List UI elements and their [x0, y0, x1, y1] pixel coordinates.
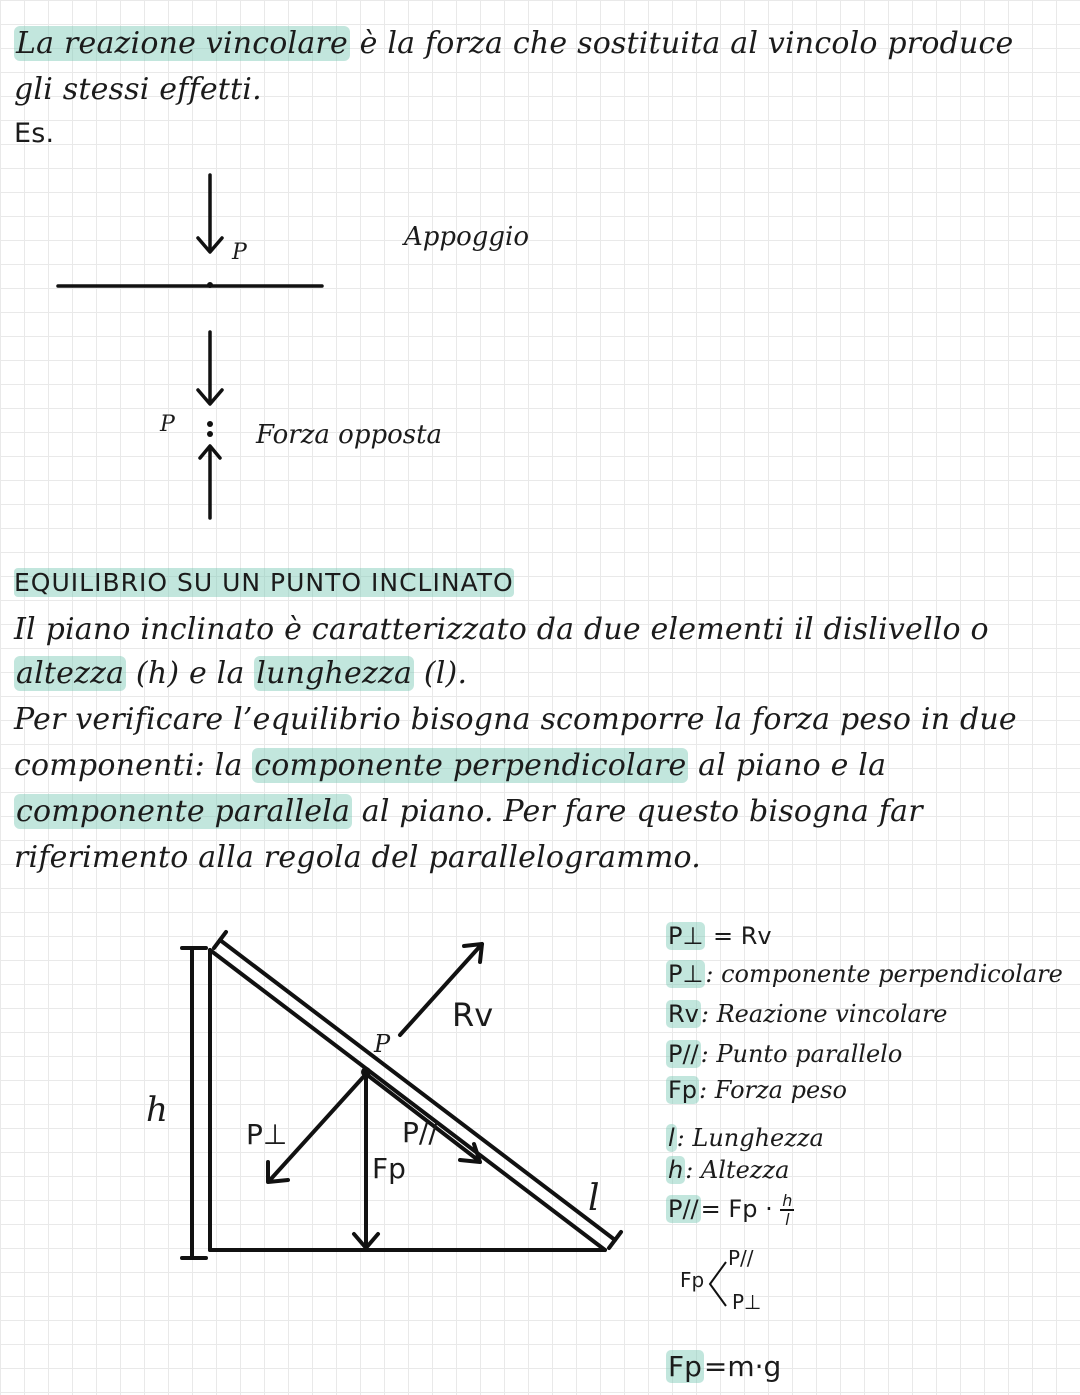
- decomp-fp: Fp: [680, 1268, 705, 1292]
- intro-line-2: gli stessi effetti.: [14, 72, 262, 107]
- legend-row3-symbol: Rv: [668, 1000, 699, 1028]
- legend-row2-symbol: P⊥: [668, 960, 704, 988]
- formula-numerator: h: [782, 1191, 793, 1210]
- formula-fraction: [780, 1192, 794, 1228]
- legend-row7-text: : Altezza: [685, 1156, 790, 1184]
- l-label: l: [588, 1178, 600, 1219]
- legend-row3-text: : Reazione vincolare: [700, 1000, 948, 1028]
- legend-row4-text: : Punto parallelo: [700, 1040, 903, 1068]
- highlight-lunghezza: lunghezza: [256, 656, 413, 691]
- para-line-2-mid: (h) e la: [126, 656, 255, 691]
- example-label: Es.: [14, 118, 55, 149]
- section-heading-text: EQUILIBRIO SU UN PUNTO INCLINATO: [14, 568, 514, 597]
- weight-label-2: P: [160, 412, 175, 437]
- legend-row7-symbol: h: [668, 1156, 684, 1184]
- decomp-par: P//: [728, 1246, 754, 1270]
- legend-final-formula: [666, 1350, 781, 1383]
- legend-row2-text: : componente perpendicolare: [705, 960, 1063, 988]
- rv-label: Rv: [452, 996, 494, 1034]
- para-line-3: Per verificare l’equilibrio bisogna scomporre la forza peso in due: [14, 702, 1017, 737]
- legend-formula: [666, 1192, 794, 1238]
- legend-row-fp: [666, 1076, 847, 1104]
- intro-line-1-rest: è la forza che sostituita al vincolo produce: [349, 26, 1014, 61]
- legend-row-l: [666, 1124, 824, 1152]
- decomp-perp: P⊥: [732, 1290, 762, 1314]
- legend-row4-symbol: P//: [668, 1040, 699, 1068]
- final-formula-symbol: Fp: [668, 1350, 702, 1383]
- legend-row5-symbol: Fp: [668, 1076, 698, 1104]
- highlight-reazione-vincolare: La reazione vincolare: [16, 26, 348, 61]
- legend-eq1-rest: = Rv: [705, 922, 772, 950]
- formula-denominator: l: [785, 1210, 790, 1229]
- highlight-componente-parallela: componente parallela: [16, 794, 351, 829]
- legend-row-p-par: [666, 1040, 902, 1068]
- fp-label: Fp: [372, 1152, 406, 1185]
- formula-rest: = Fp ·: [700, 1195, 781, 1223]
- p-perp-label: P⊥: [246, 1118, 288, 1151]
- legend-row5-text: : Forza peso: [699, 1076, 847, 1104]
- para-line-1: Il piano inclinato è caratterizzato da due elementi il dislivello o: [14, 612, 989, 647]
- legend-row6-symbol: l: [668, 1124, 675, 1152]
- legend-row-h: [666, 1156, 789, 1184]
- opposite-force-label: Forza opposta: [256, 420, 443, 450]
- support-label: Appoggio: [404, 222, 529, 252]
- weight-label: P: [232, 240, 247, 265]
- highlight-componente-perpendicolare: componente perpendicolare: [254, 748, 687, 783]
- legend-eq1-symbol: P⊥: [668, 922, 704, 950]
- legend-row-rv: [666, 1000, 948, 1028]
- triangle-hypotenuse: [210, 950, 605, 1250]
- para-line-5-b: al piano. Per fare questo bisogna far: [352, 794, 923, 829]
- legend-row-p-perp: [666, 960, 1063, 988]
- legend-equation-1: [666, 922, 772, 950]
- para-line-4-b: al piano e la: [688, 748, 887, 783]
- para-line-2-end: (l).: [414, 656, 468, 691]
- decomp-bracket-line: [710, 1262, 726, 1306]
- point-p: [361, 1067, 371, 1077]
- p-par-label: P//: [402, 1116, 438, 1149]
- h-label: h: [146, 1090, 168, 1130]
- formula-symbol: P//: [668, 1195, 699, 1223]
- para-line-6: riferimento alla regola del parallelogrammo.: [14, 840, 701, 875]
- final-formula-rest: =m·g: [703, 1350, 782, 1383]
- legend-row6-text: : Lunghezza: [676, 1124, 824, 1152]
- highlight-altezza: altezza: [16, 656, 125, 691]
- para-line-4-a: componenti: la: [14, 748, 253, 783]
- p-point-label: P: [374, 1030, 391, 1058]
- length-dimension-line: [220, 940, 615, 1240]
